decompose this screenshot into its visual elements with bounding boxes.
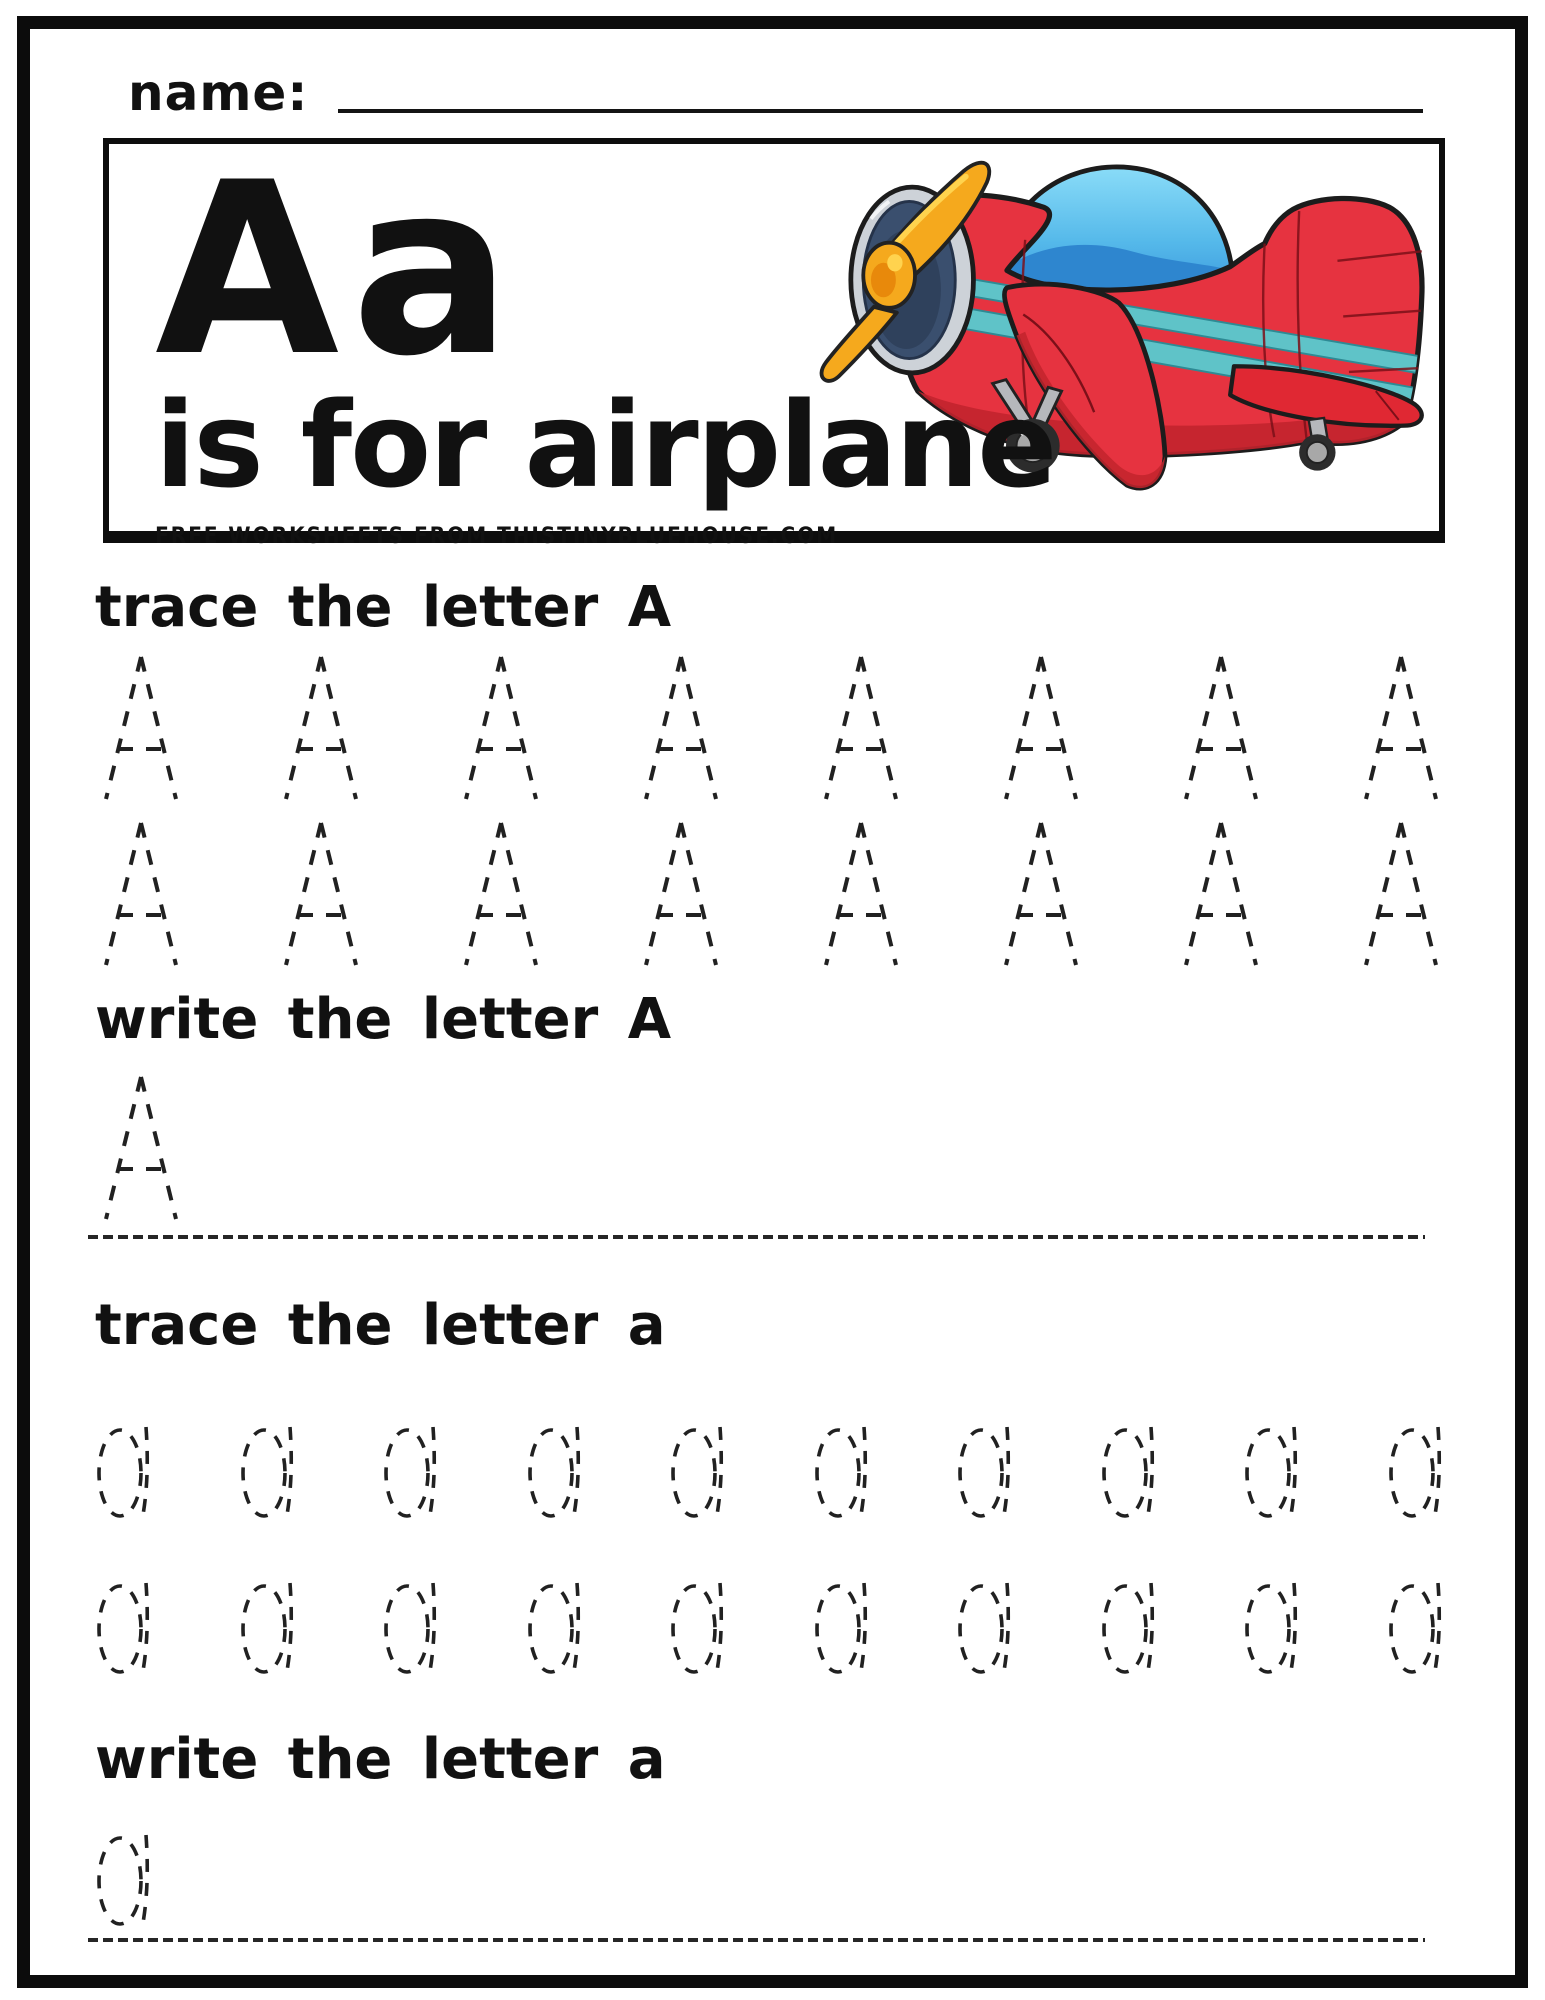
trace-row-lowercase-1 bbox=[95, 1420, 1447, 1520]
heading-write-uppercase: write the letter A bbox=[95, 987, 672, 1052]
traceable-letter-A bbox=[1175, 818, 1267, 970]
traceable-letter-a bbox=[956, 1420, 1016, 1520]
traceable-letter-A bbox=[1355, 818, 1447, 970]
trace-row-uppercase-1 bbox=[95, 652, 1447, 804]
traceable-letter-a bbox=[956, 1576, 1016, 1676]
traceable-letter-A bbox=[275, 818, 367, 970]
credit-text: FREE WORKSHEETS FROM THISTINYBLUEHOUSE.COM bbox=[155, 524, 839, 550]
traceable-letter-a bbox=[813, 1576, 873, 1676]
title-card bbox=[103, 132, 1445, 550]
traceable-letter-a bbox=[813, 1420, 873, 1520]
traceable-letter-A bbox=[95, 1072, 187, 1224]
heading-trace-uppercase: trace the letter A bbox=[95, 575, 672, 640]
traceable-letter-A bbox=[815, 652, 907, 804]
traceable-letter-A bbox=[95, 652, 187, 804]
name-label: name: bbox=[128, 64, 309, 122]
traceable-letter-A bbox=[95, 818, 187, 970]
traceable-letter-A bbox=[275, 652, 367, 804]
name-write-line bbox=[338, 109, 1423, 113]
traceable-letter-A bbox=[635, 652, 727, 804]
traceable-letter-A bbox=[455, 818, 547, 970]
traceable-letter-a bbox=[1243, 1576, 1303, 1676]
traceable-letter-a bbox=[95, 1828, 155, 1928]
traceable-letter-a bbox=[1100, 1420, 1160, 1520]
traceable-letter-a bbox=[526, 1420, 586, 1520]
write-line-uppercase bbox=[88, 1235, 1425, 1239]
traceable-letter-a bbox=[669, 1576, 729, 1676]
traceable-letter-a bbox=[669, 1420, 729, 1520]
title-card-text bbox=[155, 132, 1056, 550]
traceable-letter-a bbox=[1100, 1576, 1160, 1676]
heading-trace-lowercase: trace the letter a bbox=[95, 1293, 666, 1358]
traceable-letter-A bbox=[1355, 652, 1447, 804]
traceable-letter-a bbox=[1387, 1420, 1447, 1520]
big-letters: Aa bbox=[155, 132, 524, 409]
traceable-letter-a bbox=[95, 1420, 155, 1520]
name-row bbox=[128, 64, 1423, 122]
traceable-letter-a bbox=[382, 1576, 442, 1676]
traceable-letter-a bbox=[239, 1576, 299, 1676]
heading-write-lowercase: write the letter a bbox=[95, 1727, 666, 1792]
write-example-lowercase bbox=[95, 1828, 155, 1928]
traceable-letter-A bbox=[455, 652, 547, 804]
trace-row-uppercase-2 bbox=[95, 818, 1447, 970]
traceable-letter-a bbox=[1387, 1576, 1447, 1676]
traceable-letter-a bbox=[1243, 1420, 1303, 1520]
write-example-uppercase bbox=[95, 1072, 187, 1224]
traceable-letter-A bbox=[995, 818, 1087, 970]
traceable-letter-a bbox=[526, 1576, 586, 1676]
traceable-letter-a bbox=[95, 1576, 155, 1676]
traceable-letter-A bbox=[1175, 652, 1267, 804]
trace-row-lowercase-2 bbox=[95, 1576, 1447, 1676]
traceable-letter-a bbox=[382, 1420, 442, 1520]
title-subtitle: is for airplane bbox=[155, 376, 1056, 515]
traceable-letter-A bbox=[815, 818, 907, 970]
traceable-letter-a bbox=[239, 1420, 299, 1520]
write-line-lowercase bbox=[88, 1938, 1425, 1942]
traceable-letter-A bbox=[995, 652, 1087, 804]
traceable-letter-A bbox=[635, 818, 727, 970]
